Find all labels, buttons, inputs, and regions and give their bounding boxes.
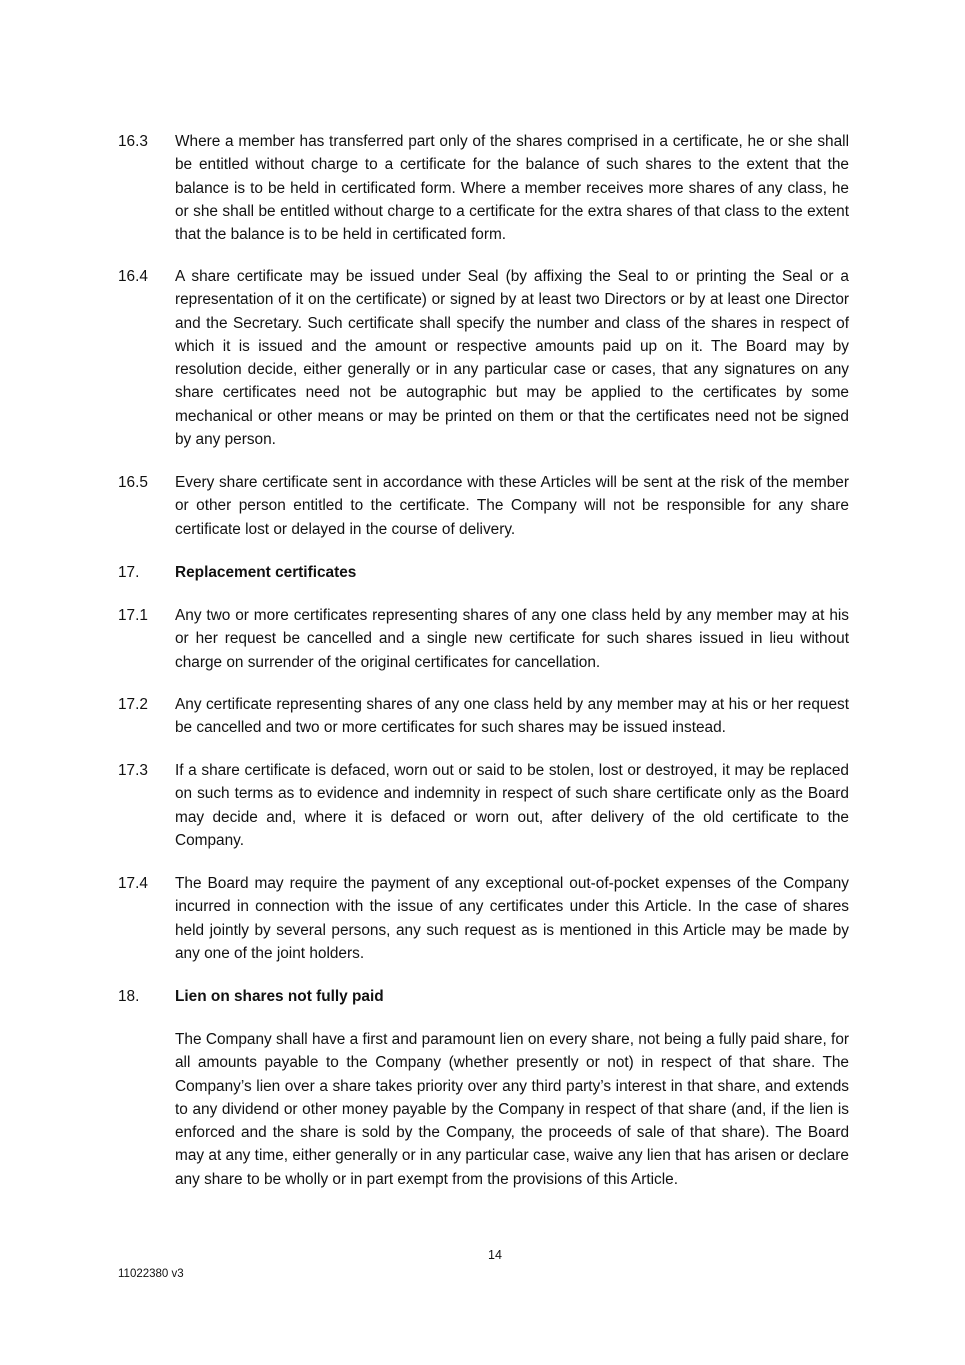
clause-number: 17.4 bbox=[118, 875, 148, 892]
clause-17-1 bbox=[118, 604, 849, 674]
clause-text: Any certificate representing shares of any one class held by any member may at his or her request be cancelled and two or more certificates for such shares may be issued instead. bbox=[175, 696, 849, 737]
clause-number: 16.5 bbox=[118, 474, 148, 491]
clause-number: 17.1 bbox=[118, 607, 148, 624]
page-number: 14 bbox=[488, 1248, 502, 1262]
clause-number: 16.3 bbox=[118, 133, 148, 150]
section-number: 17. bbox=[118, 564, 140, 581]
clause-16-4 bbox=[118, 265, 849, 451]
section-heading-17 bbox=[118, 561, 849, 584]
clause-text: Where a member has transferred part only of the shares comprised in a certificate, he or she shall be entitled without charge to a certificate for the balance of such shares to the extent that the balance is to be held in certificated form. Where a member receives more shares of any class, he or she shall be entitled without charge to a certificate for the extra shares of that class to the extent that the balance is to be held in certificated form. bbox=[175, 133, 849, 244]
clause-text: The Board may require the payment of any exceptional out-of-pocket expenses of the Company incurred in connection with the issue of any certificates under this Article. In the case of shares held jointly by several persons, any such request as is mentioned in this Article may be made by any one of the joint holders. bbox=[175, 875, 849, 962]
clause-18-body bbox=[118, 1028, 849, 1191]
clause-17-2 bbox=[118, 693, 849, 740]
clause-17-3 bbox=[118, 759, 849, 852]
document-reference: 11022380 v3 bbox=[118, 1268, 184, 1280]
section-title: Lien on shares not fully paid bbox=[175, 988, 384, 1005]
section-title: Replacement certificates bbox=[175, 564, 357, 581]
clause-text: If a share certificate is defaced, worn out or said to be stolen, lost or destroyed, it may be replaced on such terms as to evidence and indemnity in respect of such share certificate only as the Board may decide and, where it is defaced or worn out, after delivery of the old certificate to the Company. bbox=[175, 762, 849, 849]
clause-number: 17.2 bbox=[118, 696, 148, 713]
clause-number: 16.4 bbox=[118, 268, 148, 285]
clause-text: The Company shall have a first and paramount lien on every share, not being a fully paid share, for all amounts payable to the Company (whether presently or not) in respect of that share. The Company’s lien over a share takes priority over any third party’s interest in that share, and extends to any dividend or other money payable by the Company in respect of that share (and, if the lien is enforced and the share is sold by the Company, the proceeds of sale of that share). The Board may at any time, either generally or in any particular case, waive any lien that has arisen or declare any share to be wholly or in part exempt from the provisions of this Article. bbox=[175, 1031, 849, 1188]
clause-text: Every share certificate sent in accordance with these Articles will be sent at the risk of the member or other person entitled to the certificate. The Company will not be responsible for any share certificate lost or delayed in the course of delivery. bbox=[175, 474, 849, 538]
clause-17-4 bbox=[118, 872, 849, 965]
clause-text: Any two or more certificates representing shares of any one class held by any member may at his or her request be cancelled and a single new certificate for such shares issued in lieu without charge on surrender of the original certificates for cancellation. bbox=[175, 607, 849, 671]
clause-16-5 bbox=[118, 471, 849, 541]
clause-16-3 bbox=[118, 130, 849, 246]
clause-number: 17.3 bbox=[118, 762, 148, 779]
section-number: 18. bbox=[118, 988, 140, 1005]
section-heading-18 bbox=[118, 985, 849, 1008]
clause-text: A share certificate may be issued under Seal (by affixing the Seal to or printing the Seal or a representation of it on the certificate) or signed by at least two Directors or by at least one Director and the Secretary. Such certificate shall specify the number and class of the shares in respect of which it is issued and the amount or respective amounts paid up on it. The Board may by resolution decide, either generally or in any particular case or cases, that any signatures on any share certificates need not be autographic but may be applied to the certificates by some mechanical or other means or may be printed on them or that the certificates need not be signed by any person. bbox=[175, 268, 849, 449]
